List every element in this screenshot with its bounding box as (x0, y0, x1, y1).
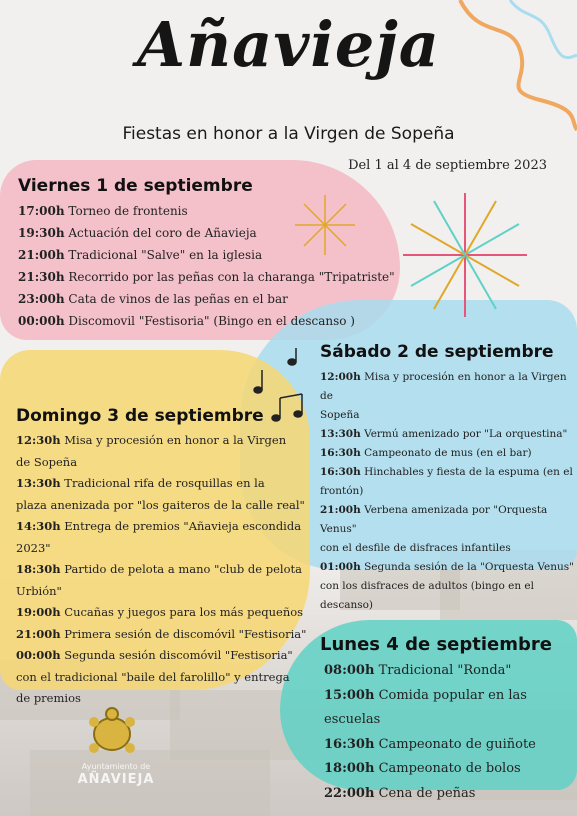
logo-line1: Ayuntamiento de (81, 762, 151, 771)
day-title: Sábado 2 de septiembre (320, 342, 554, 362)
list-item: 08:00h Tradicional "Ronda" (324, 663, 512, 678)
day-title: Viernes 1 de septiembre (18, 176, 253, 196)
list-item: 18:00h Campeonato de bolos (324, 761, 521, 776)
list-item: 15:00h Comida popular en las escuelas (324, 687, 527, 727)
page-title: Añavieja (137, 8, 440, 81)
list-item: 12:30h Misa y procesión en honor a la Virgen de Sopeña (16, 433, 287, 469)
list-item: 19:30h Actuación del coro de Añavieja (18, 226, 257, 240)
day-section-viernes (18, 176, 398, 332)
firework-icon (395, 185, 535, 325)
list-item: 14:30h Entrega de premios "Añavieja escondida 2023" (16, 519, 302, 555)
list-item: 23:00h Cata de vinos de las peñas en el bar (18, 292, 288, 306)
list-item: 13:30h Vermú amenizado por "La orquestina" (320, 428, 568, 440)
list-item: 01:00h Segunda sesión de la "Orquesta Venus" con los disfraces de adultos (bingo en el descanso) (320, 561, 574, 611)
list-item: 21:00h Primera sesión de discomóvil "Festisoria" (16, 626, 307, 641)
list-item: 00:00h Segunda sesión discomóvil "Festisoria" con el tradicional "baile del farolillo" y entrega de premios (16, 648, 293, 705)
list-item: 13:30h Tradicional rifa de rosquillas en la plaza anenizada por "los gaiteros de la calle real" (16, 476, 305, 512)
list-item: 21:30h Recorrido por las peñas con la charanga "Tripatriste" (18, 270, 395, 284)
list-item: 16:30h Campeonato de guiñote (324, 736, 536, 752)
event-list (324, 659, 577, 806)
list-item: 18:30h Partido de pelota a mano "club de pelota Urbión" (16, 562, 302, 598)
event-list (18, 200, 398, 332)
list-item: 17:00h Torneo de frontenis (18, 204, 188, 218)
list-item: 16:30h Campeonato de mus (en el bar) (320, 447, 532, 459)
day-section-domingo (16, 406, 316, 710)
event-list (320, 368, 577, 615)
list-item: 22:00h Cena de peñas (324, 785, 476, 801)
list-item: 21:00h Tradicional "Salve" en la iglesia (18, 248, 263, 262)
day-section-sabado (320, 342, 577, 615)
logo-line2: AÑAVIEJA (77, 772, 155, 787)
turtle-icon (86, 706, 138, 758)
event-list (16, 430, 316, 710)
page-subtitle: Fiestas en honor a la Virgen de Sopeña (122, 124, 455, 144)
day-title: Domingo 3 de septiembre (16, 406, 264, 426)
list-item: 21:00h Verbena amenizada por "Orquesta Venus" con el desfile de disfraces infantiles (320, 504, 548, 554)
list-item: 12:00h Misa y procesión en honor a la Virgen de Sopeña (320, 371, 567, 421)
day-section-lunes (320, 634, 577, 806)
list-item: 19:00h Cucañas y juegos para los más pequeños (16, 605, 304, 619)
list-item: 16:30h Hinchables y fiesta de la espuma (en el frontón) (320, 466, 573, 497)
festival-dates: Del 1 al 4 de septiembre 2023 (348, 158, 547, 173)
day-title: Lunes 4 de septiembre (320, 634, 552, 655)
list-item: 00:00h Discomovil "Festisoria" (Bingo en el descanso ) (18, 314, 355, 328)
